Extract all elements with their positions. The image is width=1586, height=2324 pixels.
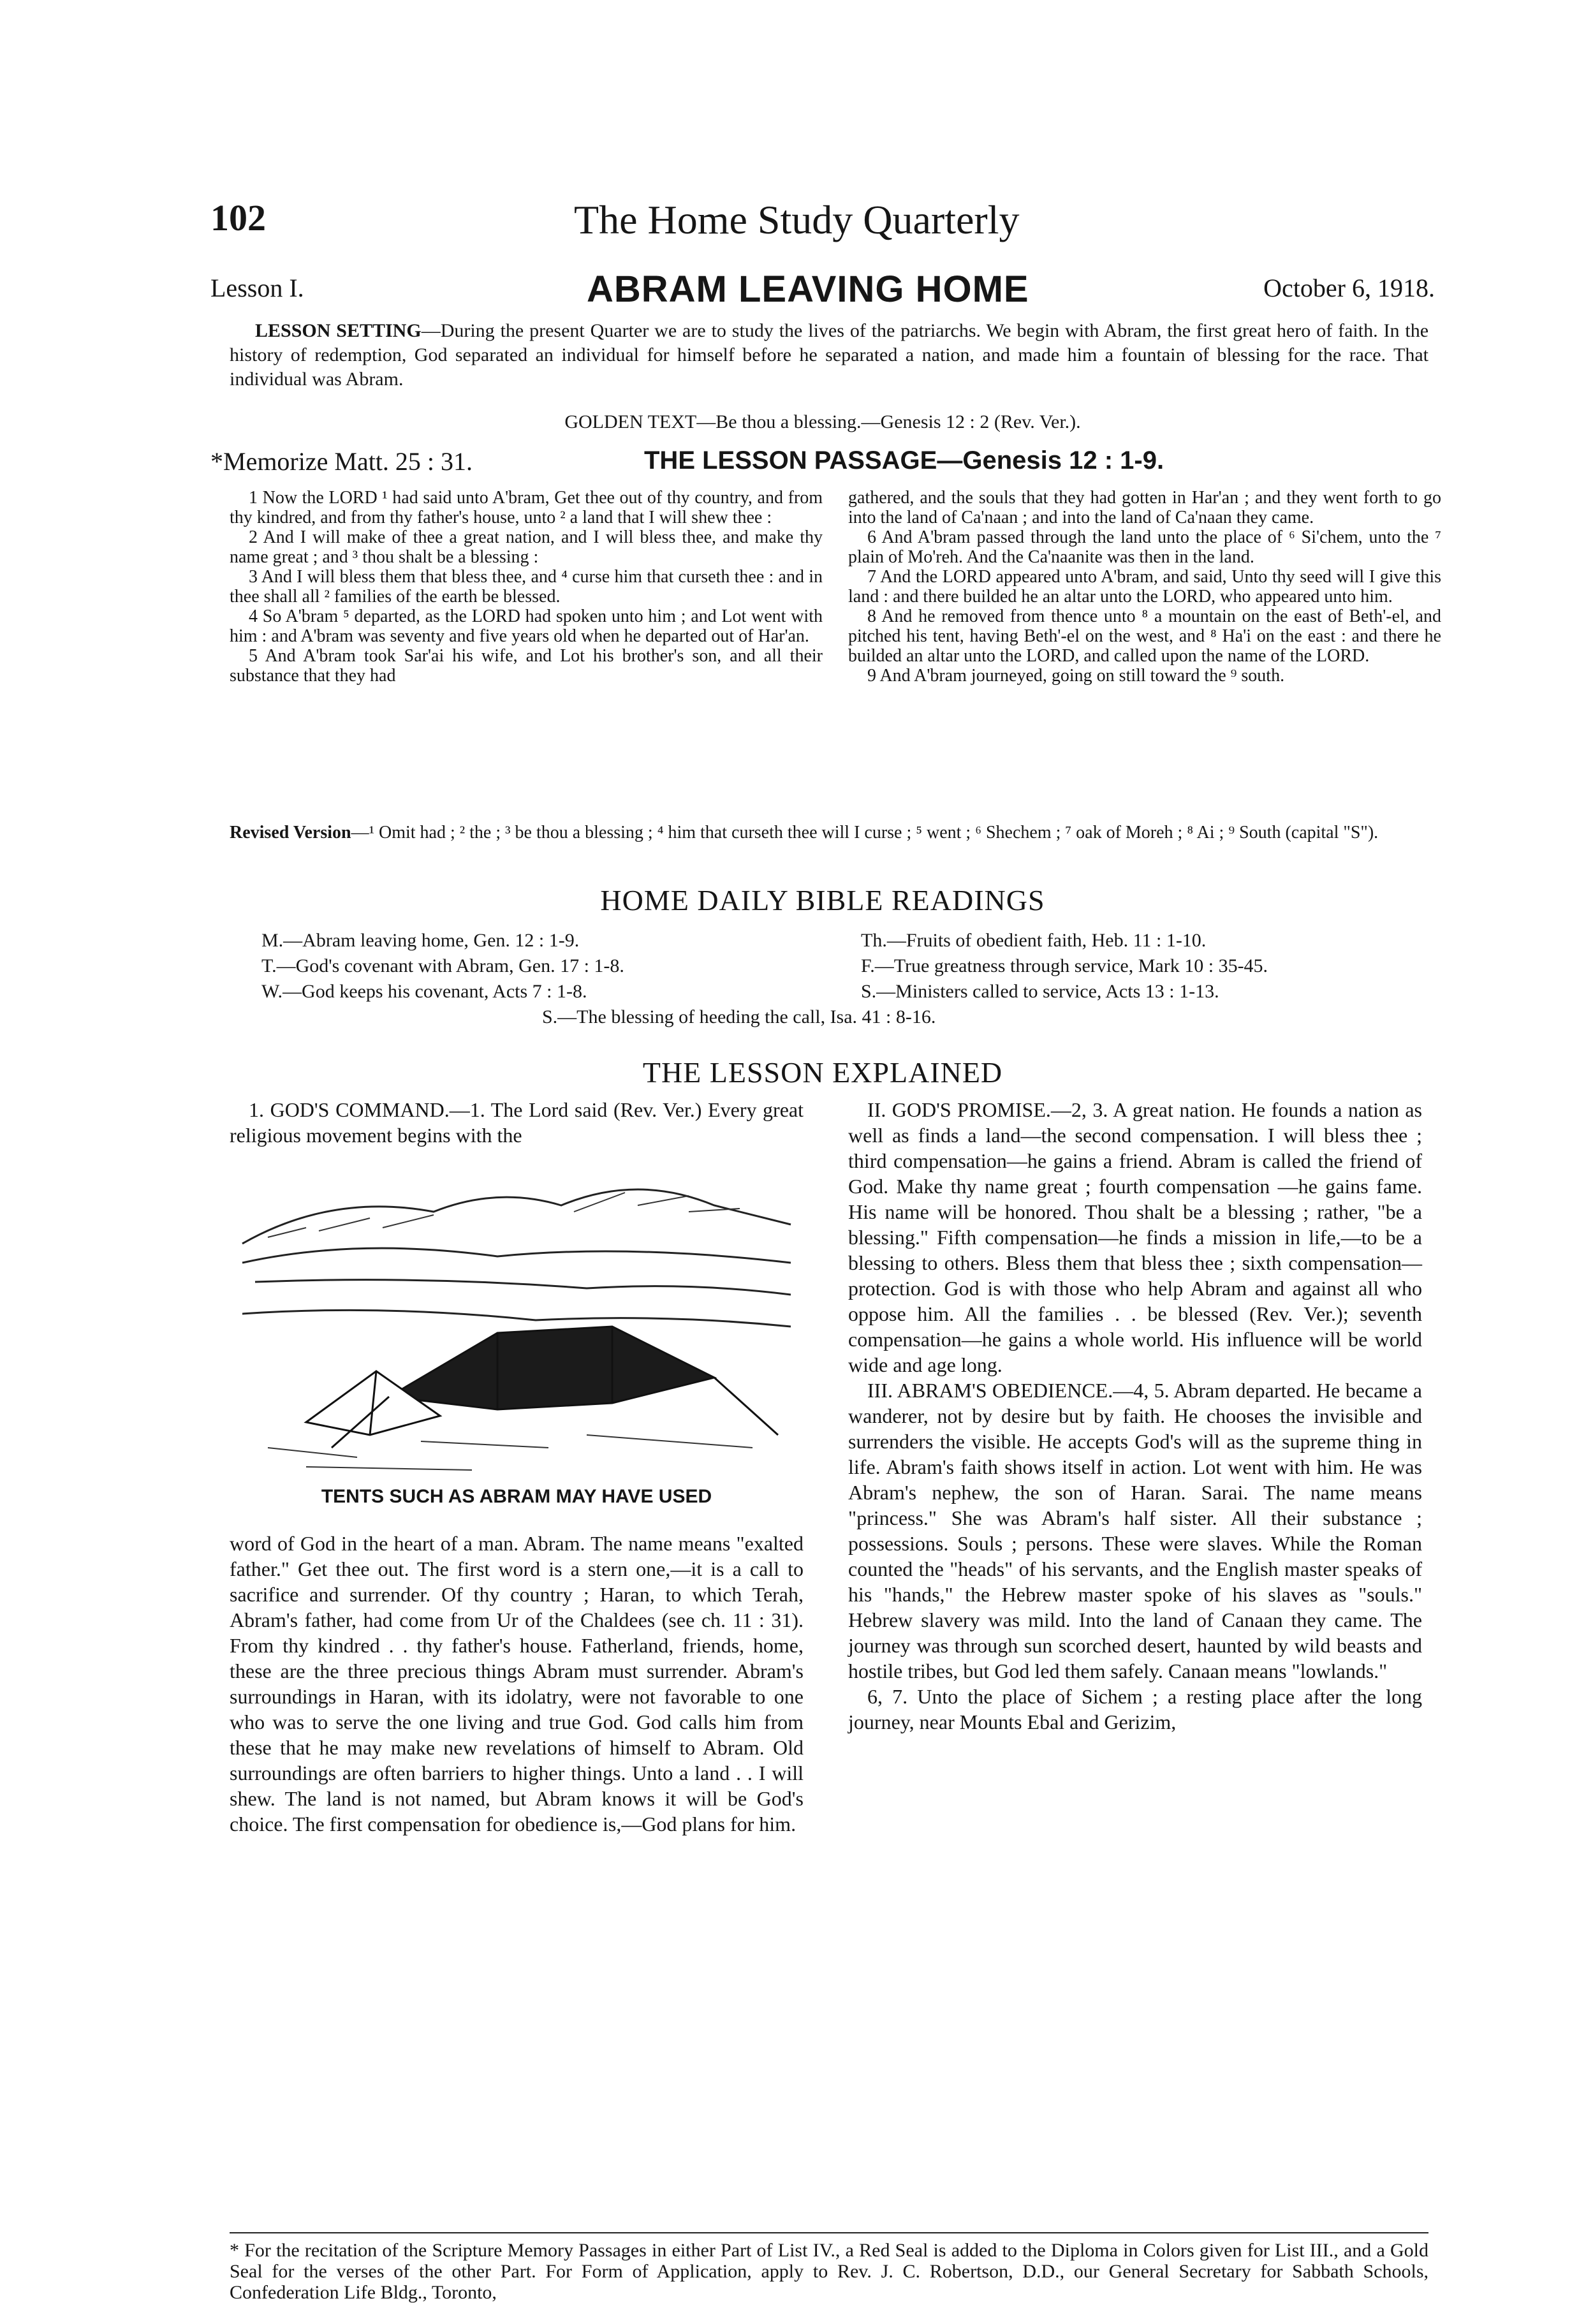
verse: 1 Now the LORD ¹ had said unto A'bram, Get thee out of thy country, and from thy kindred, and from thy father's house, unto ² a land that I will shew thee : (230, 488, 823, 527)
illustration-caption: TENTS SUCH AS ABRAM MAY HAVE USED (321, 1486, 712, 1507)
explained-left-top (230, 1097, 804, 1148)
footnote: * For the recitation of the Scripture Memory Passages in either Part of List IV., a Red Seal is added to the Diploma in Colors given for List III., and a Gold Seal for the verses of the other Part. For Form of Application, apply to Rev. J. C. Robertson, D.D., our General Secretary for Sabbath Schools, Confederation Life Bldg., Toronto, (230, 2240, 1428, 2303)
explained-paragraph: 6, 7. Unto the place of Sichem ; a resting place after the long journey, near Mounts Ebal and Gerizim, (848, 1685, 1422, 1733)
reading-item: M.—Abram leaving home, Gen. 12 : 1-9. (261, 930, 580, 951)
verse: 5 And A'bram took Sar'ai his wife, and Lot his brother's son, and all their substance that they had (230, 646, 823, 686)
lesson-setting (230, 319, 1428, 392)
reading-item: Th.—Fruits of obedient faith, Heb. 11 : 1-10. (861, 930, 1207, 951)
revised-version-note (230, 823, 1428, 843)
explained-left-bottom (230, 1531, 804, 1837)
revised-version-label: Revised Version (230, 823, 351, 842)
explained-right-column (848, 1097, 1422, 2232)
verse: 7 And the LORD appeared unto A'bram, and said, Unto thy seed will I give this land : and there builded he an altar unto the LORD, who appeared unto him. (848, 567, 1441, 607)
lesson-date: October 6, 1918. (1263, 274, 1435, 302)
lesson-bar (210, 268, 1435, 313)
verse: 4 So A'bram ⁵ departed, as the LORD had spoken unto him ; and Lot went with him : and A'bram was seventy and five years old when he departed out of Har'an. (230, 607, 823, 646)
verse: 8 And he removed from thence unto ⁸ a mountain on the east of Beth'-el, and pitched his tent, having Beth'-el on the west, and ⁸ Ha'i on the east : and there he builded an altar unto the LORD, and called upon the name of the LORD. (848, 607, 1441, 666)
explained-paragraph: 1. GOD'S COMMAND.—1. The Lord said (Rev. Ver.) Every great religious movement begins with the (230, 1098, 804, 1147)
reading-item: S.—Ministers called to service, Acts 13 : 1-13. (861, 981, 1219, 1002)
reading-item: F.—True greatness through service, Mark 10 : 35-45. (861, 955, 1268, 976)
verse: gathered, and the souls that they had gotten in Har'an ; and they went forth to go into the land of Ca'naan ; and into the land of Ca'naan they came. (848, 488, 1441, 527)
footnote-rule (230, 2232, 1428, 2233)
readings-right-column (861, 928, 1435, 1004)
page-number: 102 (210, 197, 266, 239)
lesson-title: ABRAM LEAVING HOME (587, 268, 1029, 310)
verse: 2 And I will make of thee a great nation, and I will bless thee, and make thy name great ; and ³ thou shalt be a blessing : (230, 527, 823, 567)
reading-item: T.—God's covenant with Abram, Gen. 17 : 1-8. (261, 955, 624, 976)
lesson-number: Lesson I. (210, 274, 304, 302)
readings-left-column (261, 928, 835, 1004)
explained-paragraph: II. GOD'S PROMISE.—2, 3. A great nation. He founds a nation as well as finds a land—the second compensation. I will bless thee ; third compensation—he gains a friend. Abram is called the friend of God. Make thy name great ; fourth compensation —he gains fame. His name will be honored. Thou shalt be a blessing ; rather, "be a blessing." Fifth compensation—he finds a mission in life,—to be a blessing to others. Bless them that bless thee ; sixth compensation—protection. God is with those who help Abram and against all who oppose him. All the families . . be blessed (Rev. Ver.); seventh compensation—he gains a whole world. His influence will be world wide and age long. (848, 1098, 1422, 1376)
verses-left-column (230, 488, 823, 686)
explained-paragraph: III. ABRAM'S OBEDIENCE.—4, 5. Abram departed. He became a wanderer, not by desire but by faith. He chooses the invisible and surrenders the visible. He accepts God's will as the supreme thing in life. Abram's faith shows itself in action. Lot went with him. He was Abram's nephew, the son of Haran. Sarai. The name means "princess." She was Abram's half sister. All their substance ; possessions. Souls ; persons. These were slaves. While the Roman counted the "heads" of his servants, and the English master speaks of his "hands," the Hebrew master spoke of his slaves as "souls." Hebrew slavery was mild. Into the land of Canaan they came. The journey was through sun scorched desert, haunted by wild beasts and hostile tribes, but God led them safely. Canaan means "lowlands." (848, 1379, 1422, 1682)
tents-illustration (230, 1167, 804, 1480)
reading-item: W.—God keeps his covenant, Acts 7 : 1-8. (261, 981, 587, 1002)
verse: 6 And A'bram passed through the land unto the place of ⁶ Si'chem, unto the ⁷ plain of Mo'reh. And the Ca'naanite was then in the land. (848, 527, 1441, 567)
lesson-passage-heading: THE LESSON PASSAGE—Genesis 12 : 1-9. (644, 446, 1164, 474)
revised-version-text: —¹ Omit had ; ² the ; ³ be thou a blessing ; ⁴ him that curseth thee will I curse ; ⁵ went ; ⁶ Shechem ; ⁷ oak of Moreh ; ⁸ Ai ; ⁹ South (capital "S"). (351, 823, 1379, 842)
lesson-setting-text: —During the present Quarter we are to study the lives of the patriarchs. We begin with Abram, the first great hero of faith. In the history of redemption, God separated an individual for himself before he separated a nation, and made him a fountain of blessing for the race. That individual was Abram. (230, 320, 1429, 390)
lesson-explained-heading: THE LESSON EXPLAINED (642, 1056, 1003, 1089)
golden-text: GOLDEN TEXT—Be thou a blessing.—Genesis 12 : 2 (Rev. Ver.). (564, 411, 1081, 432)
running-head (210, 196, 1422, 247)
verse: 3 And I will bless them that bless thee, and ⁴ curse him that curseth thee : and in thee shall all ² families of the earth be blessed. (230, 567, 823, 607)
verse: 9 And A'bram journeyed, going on still toward the ⁹ south. (867, 666, 1285, 686)
passage-bar (210, 446, 1435, 485)
verses-right-column (848, 488, 1441, 686)
lesson-setting-label: LESSON SETTING (255, 320, 422, 341)
reading-item-sabbath: S.—The blessing of heeding the call, Isa. 41 : 8-16. (542, 1006, 936, 1027)
explained-paragraph: word of God in the heart of a man. Abram. The name means "exalted father." Get thee out. The first word is a stern one,—it is a call to sacrifice and surrender. Of thy country ; Haran, to which Terah, Abram's father, had come from Ur of the Chaldees (see ch. 11 : 31). From thy kindred . . thy father's house. Fatherland, friends, home, these are the three precious things Abram must surrender. Abram's surroundings in Haran, with its idolatry, were not favorable to one who was to serve the one living and true God. God calls him from these that he may make new revelations of himself to Abram. Old surroundings are often barriers to higher things. Unto a land . . I will shew. The land is not named, but Abram knows it will be God's choice. The first compensation for obedience is,—God plans for him. (230, 1532, 804, 1835)
daily-readings-heading: HOME DAILY BIBLE READINGS (600, 884, 1045, 916)
memorize-note: *Memorize Matt. 25 : 31. (210, 447, 473, 476)
journal-title: The Home Study Quarterly (574, 197, 1020, 242)
